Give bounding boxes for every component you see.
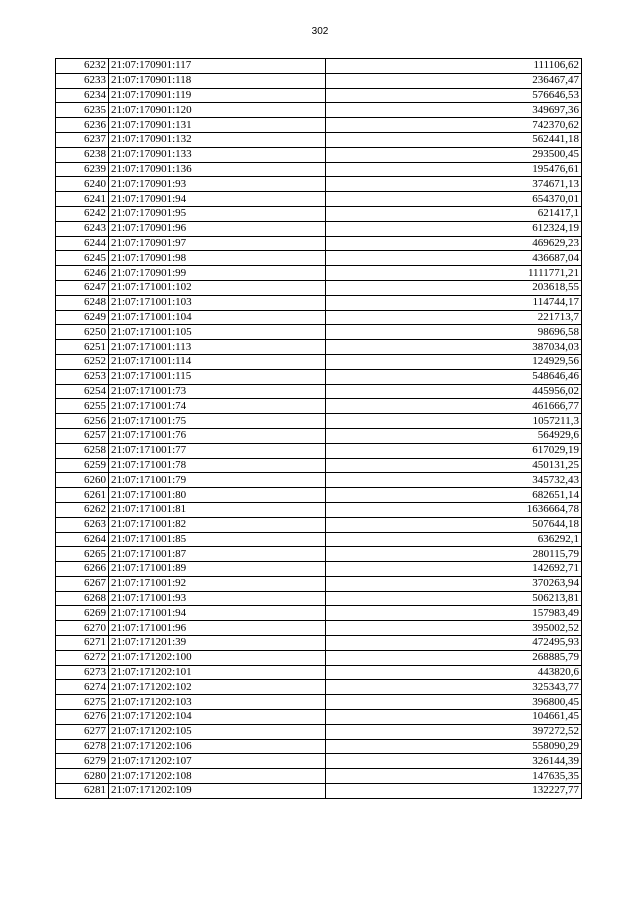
cadastral-number-cell: 21:07:170901:98	[109, 251, 326, 266]
row-number-cell: 6262	[56, 502, 109, 517]
cadastral-value-cell: 564929,6	[326, 428, 582, 443]
cadastral-value-cell: 195476,61	[326, 162, 582, 177]
cadastral-value-cell: 1636664,78	[326, 502, 582, 517]
cadastral-value-cell: 472495,93	[326, 636, 582, 651]
cadastral-value-table	[55, 58, 582, 799]
cadastral-value-cell: 436687,04	[326, 251, 582, 266]
cadastral-number-cell: 21:07:171001:81	[109, 502, 326, 517]
row-number-cell: 6254	[56, 384, 109, 399]
table-row	[56, 177, 582, 192]
cadastral-value-cell: 326144,39	[326, 754, 582, 769]
row-number-cell: 6257	[56, 428, 109, 443]
cadastral-value-cell: 395002,52	[326, 621, 582, 636]
cadastral-value-cell: 98696,58	[326, 325, 582, 340]
table-row	[56, 73, 582, 88]
cadastral-value-cell: 114744,17	[326, 295, 582, 310]
table-row	[56, 354, 582, 369]
row-number-cell: 6236	[56, 118, 109, 133]
cadastral-value-cell: 576646,53	[326, 88, 582, 103]
cadastral-value-cell: 203618,55	[326, 280, 582, 295]
cadastral-number-cell: 21:07:170901:99	[109, 266, 326, 281]
cadastral-number-cell: 21:07:171202:100	[109, 650, 326, 665]
row-number-cell: 6255	[56, 399, 109, 414]
cadastral-number-cell: 21:07:171001:94	[109, 606, 326, 621]
row-number-cell: 6274	[56, 680, 109, 695]
table-row	[56, 710, 582, 725]
row-number-cell: 6241	[56, 192, 109, 207]
row-number-cell: 6240	[56, 177, 109, 192]
row-number-cell: 6249	[56, 310, 109, 325]
cadastral-value-cell: 293500,45	[326, 147, 582, 162]
cadastral-number-cell: 21:07:171202:107	[109, 754, 326, 769]
row-number-cell: 6250	[56, 325, 109, 340]
table-row	[56, 118, 582, 133]
row-number-cell: 6253	[56, 369, 109, 384]
cadastral-value-cell: 506213,81	[326, 591, 582, 606]
cadastral-value-cell: 742370,62	[326, 118, 582, 133]
cadastral-value-cell: 654370,01	[326, 192, 582, 207]
row-number-cell: 6269	[56, 606, 109, 621]
row-number-cell: 6233	[56, 73, 109, 88]
row-number-cell: 6251	[56, 340, 109, 355]
cadastral-number-cell: 21:07:171001:85	[109, 532, 326, 547]
row-number-cell: 6243	[56, 221, 109, 236]
table-row	[56, 636, 582, 651]
cadastral-number-cell: 21:07:171202:109	[109, 784, 326, 799]
row-number-cell: 6267	[56, 576, 109, 591]
cadastral-value-cell: 636292,1	[326, 532, 582, 547]
cadastral-number-cell: 21:07:170901:97	[109, 236, 326, 251]
row-number-cell: 6263	[56, 517, 109, 532]
table-row	[56, 251, 582, 266]
table-row	[56, 310, 582, 325]
table-row	[56, 754, 582, 769]
cadastral-value-cell: 104661,45	[326, 710, 582, 725]
cadastral-value-cell: 387034,03	[326, 340, 582, 355]
row-number-cell: 6247	[56, 280, 109, 295]
cadastral-number-cell: 21:07:171001:115	[109, 369, 326, 384]
cadastral-number-cell: 21:07:171001:93	[109, 591, 326, 606]
cadastral-value-cell: 621417,1	[326, 206, 582, 221]
table-row	[56, 266, 582, 281]
row-number-cell: 6244	[56, 236, 109, 251]
cadastral-number-cell: 21:07:170901:93	[109, 177, 326, 192]
table-row	[56, 192, 582, 207]
cadastral-value-cell: 558090,29	[326, 739, 582, 754]
cadastral-number-cell: 21:07:170901:94	[109, 192, 326, 207]
cadastral-number-cell: 21:07:171001:114	[109, 354, 326, 369]
cadastral-number-cell: 21:07:171001:102	[109, 280, 326, 295]
cadastral-value-cell: 147635,35	[326, 769, 582, 784]
table-row	[56, 502, 582, 517]
cadastral-number-cell: 21:07:171202:108	[109, 769, 326, 784]
cadastral-number-cell: 21:07:171202:104	[109, 710, 326, 725]
table-row	[56, 340, 582, 355]
row-number-cell: 6277	[56, 724, 109, 739]
table-row	[56, 132, 582, 147]
table-row	[56, 384, 582, 399]
table-row	[56, 665, 582, 680]
cadastral-value-cell: 132227,77	[326, 784, 582, 799]
cadastral-number-cell: 21:07:171001:89	[109, 562, 326, 577]
row-number-cell: 6281	[56, 784, 109, 799]
row-number-cell: 6235	[56, 103, 109, 118]
cadastral-value-cell: 374671,13	[326, 177, 582, 192]
cadastral-number-cell: 21:07:171001:104	[109, 310, 326, 325]
table-row	[56, 236, 582, 251]
cadastral-value-cell: 111106,62	[326, 59, 582, 74]
row-number-cell: 6237	[56, 132, 109, 147]
row-number-cell: 6276	[56, 710, 109, 725]
table-row	[56, 103, 582, 118]
row-number-cell: 6252	[56, 354, 109, 369]
cadastral-number-cell: 21:07:170901:120	[109, 103, 326, 118]
table-row	[56, 88, 582, 103]
cadastral-number-cell: 21:07:170901:117	[109, 59, 326, 74]
cadastral-value-cell: 157983,49	[326, 606, 582, 621]
table-row	[56, 369, 582, 384]
table-row	[56, 517, 582, 532]
cadastral-number-cell: 21:07:171001:92	[109, 576, 326, 591]
cadastral-value-cell: 682651,14	[326, 488, 582, 503]
table-row	[56, 414, 582, 429]
table-row	[56, 473, 582, 488]
table-row	[56, 59, 582, 74]
cadastral-value-cell: 1111771,21	[326, 266, 582, 281]
cadastral-number-cell: 21:07:171001:105	[109, 325, 326, 340]
table-row	[56, 206, 582, 221]
table-row	[56, 147, 582, 162]
cadastral-value-cell: 370263,94	[326, 576, 582, 591]
row-number-cell: 6246	[56, 266, 109, 281]
cadastral-number-cell: 21:07:170901:96	[109, 221, 326, 236]
table-row	[56, 547, 582, 562]
cadastral-value-cell: 124929,56	[326, 354, 582, 369]
cadastral-number-cell: 21:07:171001:73	[109, 384, 326, 399]
table-row	[56, 769, 582, 784]
cadastral-value-cell: 612324,19	[326, 221, 582, 236]
cadastral-value-cell: 325343,77	[326, 680, 582, 695]
cadastral-number-cell: 21:07:171001:80	[109, 488, 326, 503]
cadastral-value-cell: 548646,46	[326, 369, 582, 384]
cadastral-number-cell: 21:07:171202:105	[109, 724, 326, 739]
cadastral-value-cell: 617029,19	[326, 443, 582, 458]
cadastral-number-cell: 21:07:171001:113	[109, 340, 326, 355]
row-number-cell: 6264	[56, 532, 109, 547]
table-row	[56, 562, 582, 577]
cadastral-value-cell: 221713,7	[326, 310, 582, 325]
cadastral-number-cell: 21:07:171202:101	[109, 665, 326, 680]
table-row	[56, 784, 582, 799]
row-number-cell: 6270	[56, 621, 109, 636]
cadastral-number-cell: 21:07:171001:76	[109, 428, 326, 443]
cadastral-number-cell: 21:07:171202:102	[109, 680, 326, 695]
cadastral-value-cell: 450131,25	[326, 458, 582, 473]
row-number-cell: 6234	[56, 88, 109, 103]
table-body	[56, 59, 582, 799]
table-row	[56, 680, 582, 695]
table-row	[56, 399, 582, 414]
cadastral-number-cell: 21:07:171001:78	[109, 458, 326, 473]
table-row	[56, 591, 582, 606]
table-row	[56, 606, 582, 621]
cadastral-value-cell: 349697,36	[326, 103, 582, 118]
row-number-cell: 6259	[56, 458, 109, 473]
table-row	[56, 724, 582, 739]
row-number-cell: 6268	[56, 591, 109, 606]
cadastral-value-cell: 1057211,3	[326, 414, 582, 429]
cadastral-number-cell: 21:07:171001:77	[109, 443, 326, 458]
table-row	[56, 295, 582, 310]
table-row	[56, 221, 582, 236]
cadastral-value-cell: 236467,47	[326, 73, 582, 88]
row-number-cell: 6273	[56, 665, 109, 680]
table-row	[56, 739, 582, 754]
cadastral-number-cell: 21:07:171001:87	[109, 547, 326, 562]
row-number-cell: 6260	[56, 473, 109, 488]
cadastral-value-cell: 562441,18	[326, 132, 582, 147]
row-number-cell: 6266	[56, 562, 109, 577]
row-number-cell: 6279	[56, 754, 109, 769]
row-number-cell: 6256	[56, 414, 109, 429]
cadastral-value-cell: 345732,43	[326, 473, 582, 488]
cadastral-number-cell: 21:07:171202:106	[109, 739, 326, 754]
row-number-cell: 6278	[56, 739, 109, 754]
row-number-cell: 6248	[56, 295, 109, 310]
row-number-cell: 6245	[56, 251, 109, 266]
row-number-cell: 6271	[56, 636, 109, 651]
page-number: 302	[311, 26, 329, 37]
table-row	[56, 695, 582, 710]
cadastral-number-cell: 21:07:171001:96	[109, 621, 326, 636]
row-number-cell: 6258	[56, 443, 109, 458]
row-number-cell: 6275	[56, 695, 109, 710]
table-row	[56, 650, 582, 665]
row-number-cell: 6261	[56, 488, 109, 503]
row-number-cell: 6232	[56, 59, 109, 74]
cadastral-value-cell: 397272,52	[326, 724, 582, 739]
cadastral-number-cell: 21:07:171001:74	[109, 399, 326, 414]
cadastral-value-cell: 142692,71	[326, 562, 582, 577]
table-row	[56, 443, 582, 458]
row-number-cell: 6238	[56, 147, 109, 162]
cadastral-value-cell: 280115,79	[326, 547, 582, 562]
cadastral-number-cell: 21:07:171001:75	[109, 414, 326, 429]
row-number-cell: 6272	[56, 650, 109, 665]
cadastral-value-cell: 443820,6	[326, 665, 582, 680]
cadastral-number-cell: 21:07:170901:118	[109, 73, 326, 88]
row-number-cell: 6242	[56, 206, 109, 221]
row-number-cell: 6265	[56, 547, 109, 562]
cadastral-number-cell: 21:07:170901:136	[109, 162, 326, 177]
table-row	[56, 532, 582, 547]
cadastral-number-cell: 21:07:171202:103	[109, 695, 326, 710]
table-row	[56, 488, 582, 503]
cadastral-number-cell: 21:07:171001:79	[109, 473, 326, 488]
cadastral-value-cell: 445956,02	[326, 384, 582, 399]
cadastral-number-cell: 21:07:171001:82	[109, 517, 326, 532]
table-row	[56, 621, 582, 636]
cadastral-value-cell: 461666,77	[326, 399, 582, 414]
cadastral-number-cell: 21:07:170901:133	[109, 147, 326, 162]
cadastral-number-cell: 21:07:170901:119	[109, 88, 326, 103]
cadastral-value-cell: 396800,45	[326, 695, 582, 710]
table-row	[56, 576, 582, 591]
cadastral-value-cell: 507644,18	[326, 517, 582, 532]
table-row	[56, 428, 582, 443]
cadastral-number-cell: 21:07:170901:131	[109, 118, 326, 133]
table-row	[56, 280, 582, 295]
table-row	[56, 162, 582, 177]
cadastral-number-cell: 21:07:171201:39	[109, 636, 326, 651]
table-row	[56, 325, 582, 340]
cadastral-number-cell: 21:07:171001:103	[109, 295, 326, 310]
row-number-cell: 6239	[56, 162, 109, 177]
row-number-cell: 6280	[56, 769, 109, 784]
cadastral-value-cell: 268885,79	[326, 650, 582, 665]
table-row	[56, 458, 582, 473]
cadastral-number-cell: 21:07:170901:132	[109, 132, 326, 147]
cadastral-value-cell: 469629,23	[326, 236, 582, 251]
cadastral-number-cell: 21:07:170901:95	[109, 206, 326, 221]
